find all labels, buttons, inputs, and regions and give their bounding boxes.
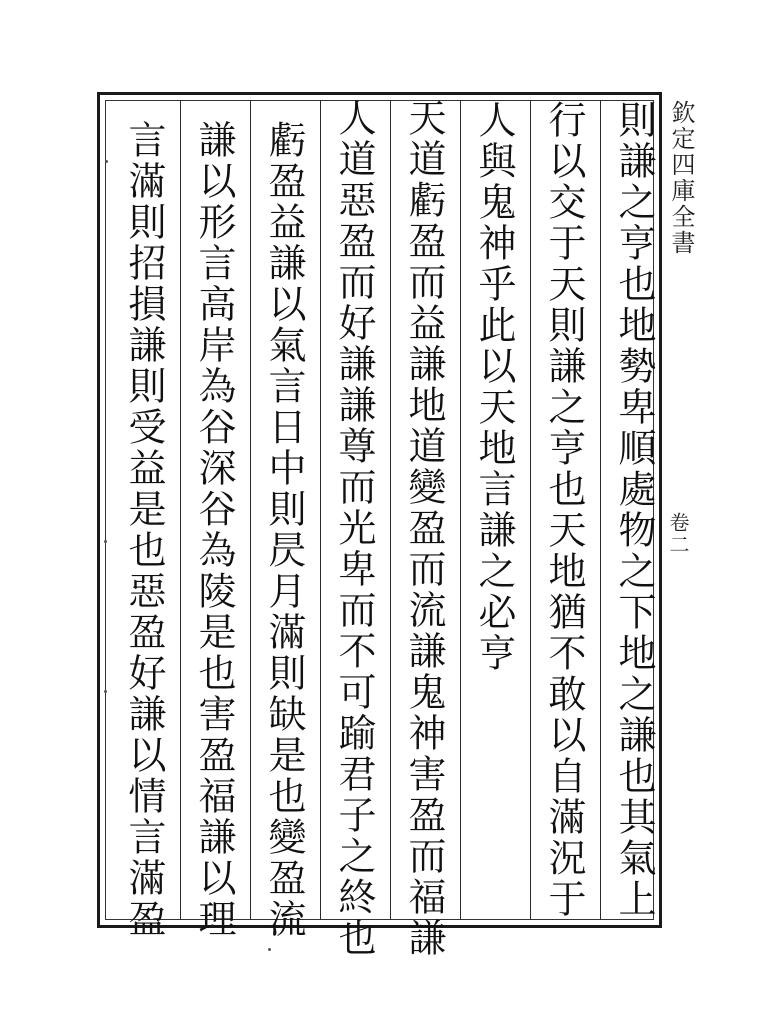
book-title: 欽定四庫全書: [667, 100, 695, 256]
speck: [105, 160, 108, 163]
text-column-4: 天道虧盈而益謙地道變盈而流謙鬼神害盈而福謙: [402, 98, 446, 959]
margin-header: [664, 92, 700, 928]
speck: [104, 540, 107, 543]
column-divider: [390, 100, 391, 920]
column-divider: [460, 100, 461, 920]
text-column-2: 行以交于天則謙之亨也天地猶不敢以自滿況于: [542, 100, 586, 920]
column-divider: [600, 100, 601, 920]
text-column-5: 人道惡盈而好謙謙尊而光卑而不可踰君子之終也: [332, 98, 376, 959]
text-column-1: 則謙之亨也地勢卑順處物之下地之謙也其氣上: [612, 100, 656, 920]
text-column-6: 虧盈益謙以氣言日中則昃月滿則缺是也變盈流: [262, 120, 306, 940]
text-column-8: 言滿則招損謙則受益是也惡盈好謙以情言滿盈: [122, 120, 166, 940]
column-divider: [530, 100, 531, 920]
text-column-7: 謙以形言高岸為谷深谷為陵是也害盈福謙以理: [192, 120, 236, 940]
text-column-3: 人與鬼神乎此以天地言謙之必亨: [472, 100, 516, 674]
volume-label: 卷二: [666, 512, 690, 556]
column-divider: [320, 100, 321, 920]
speck: [268, 948, 271, 951]
column-divider: [250, 100, 251, 920]
speck: [104, 690, 107, 693]
column-divider: [180, 100, 181, 920]
